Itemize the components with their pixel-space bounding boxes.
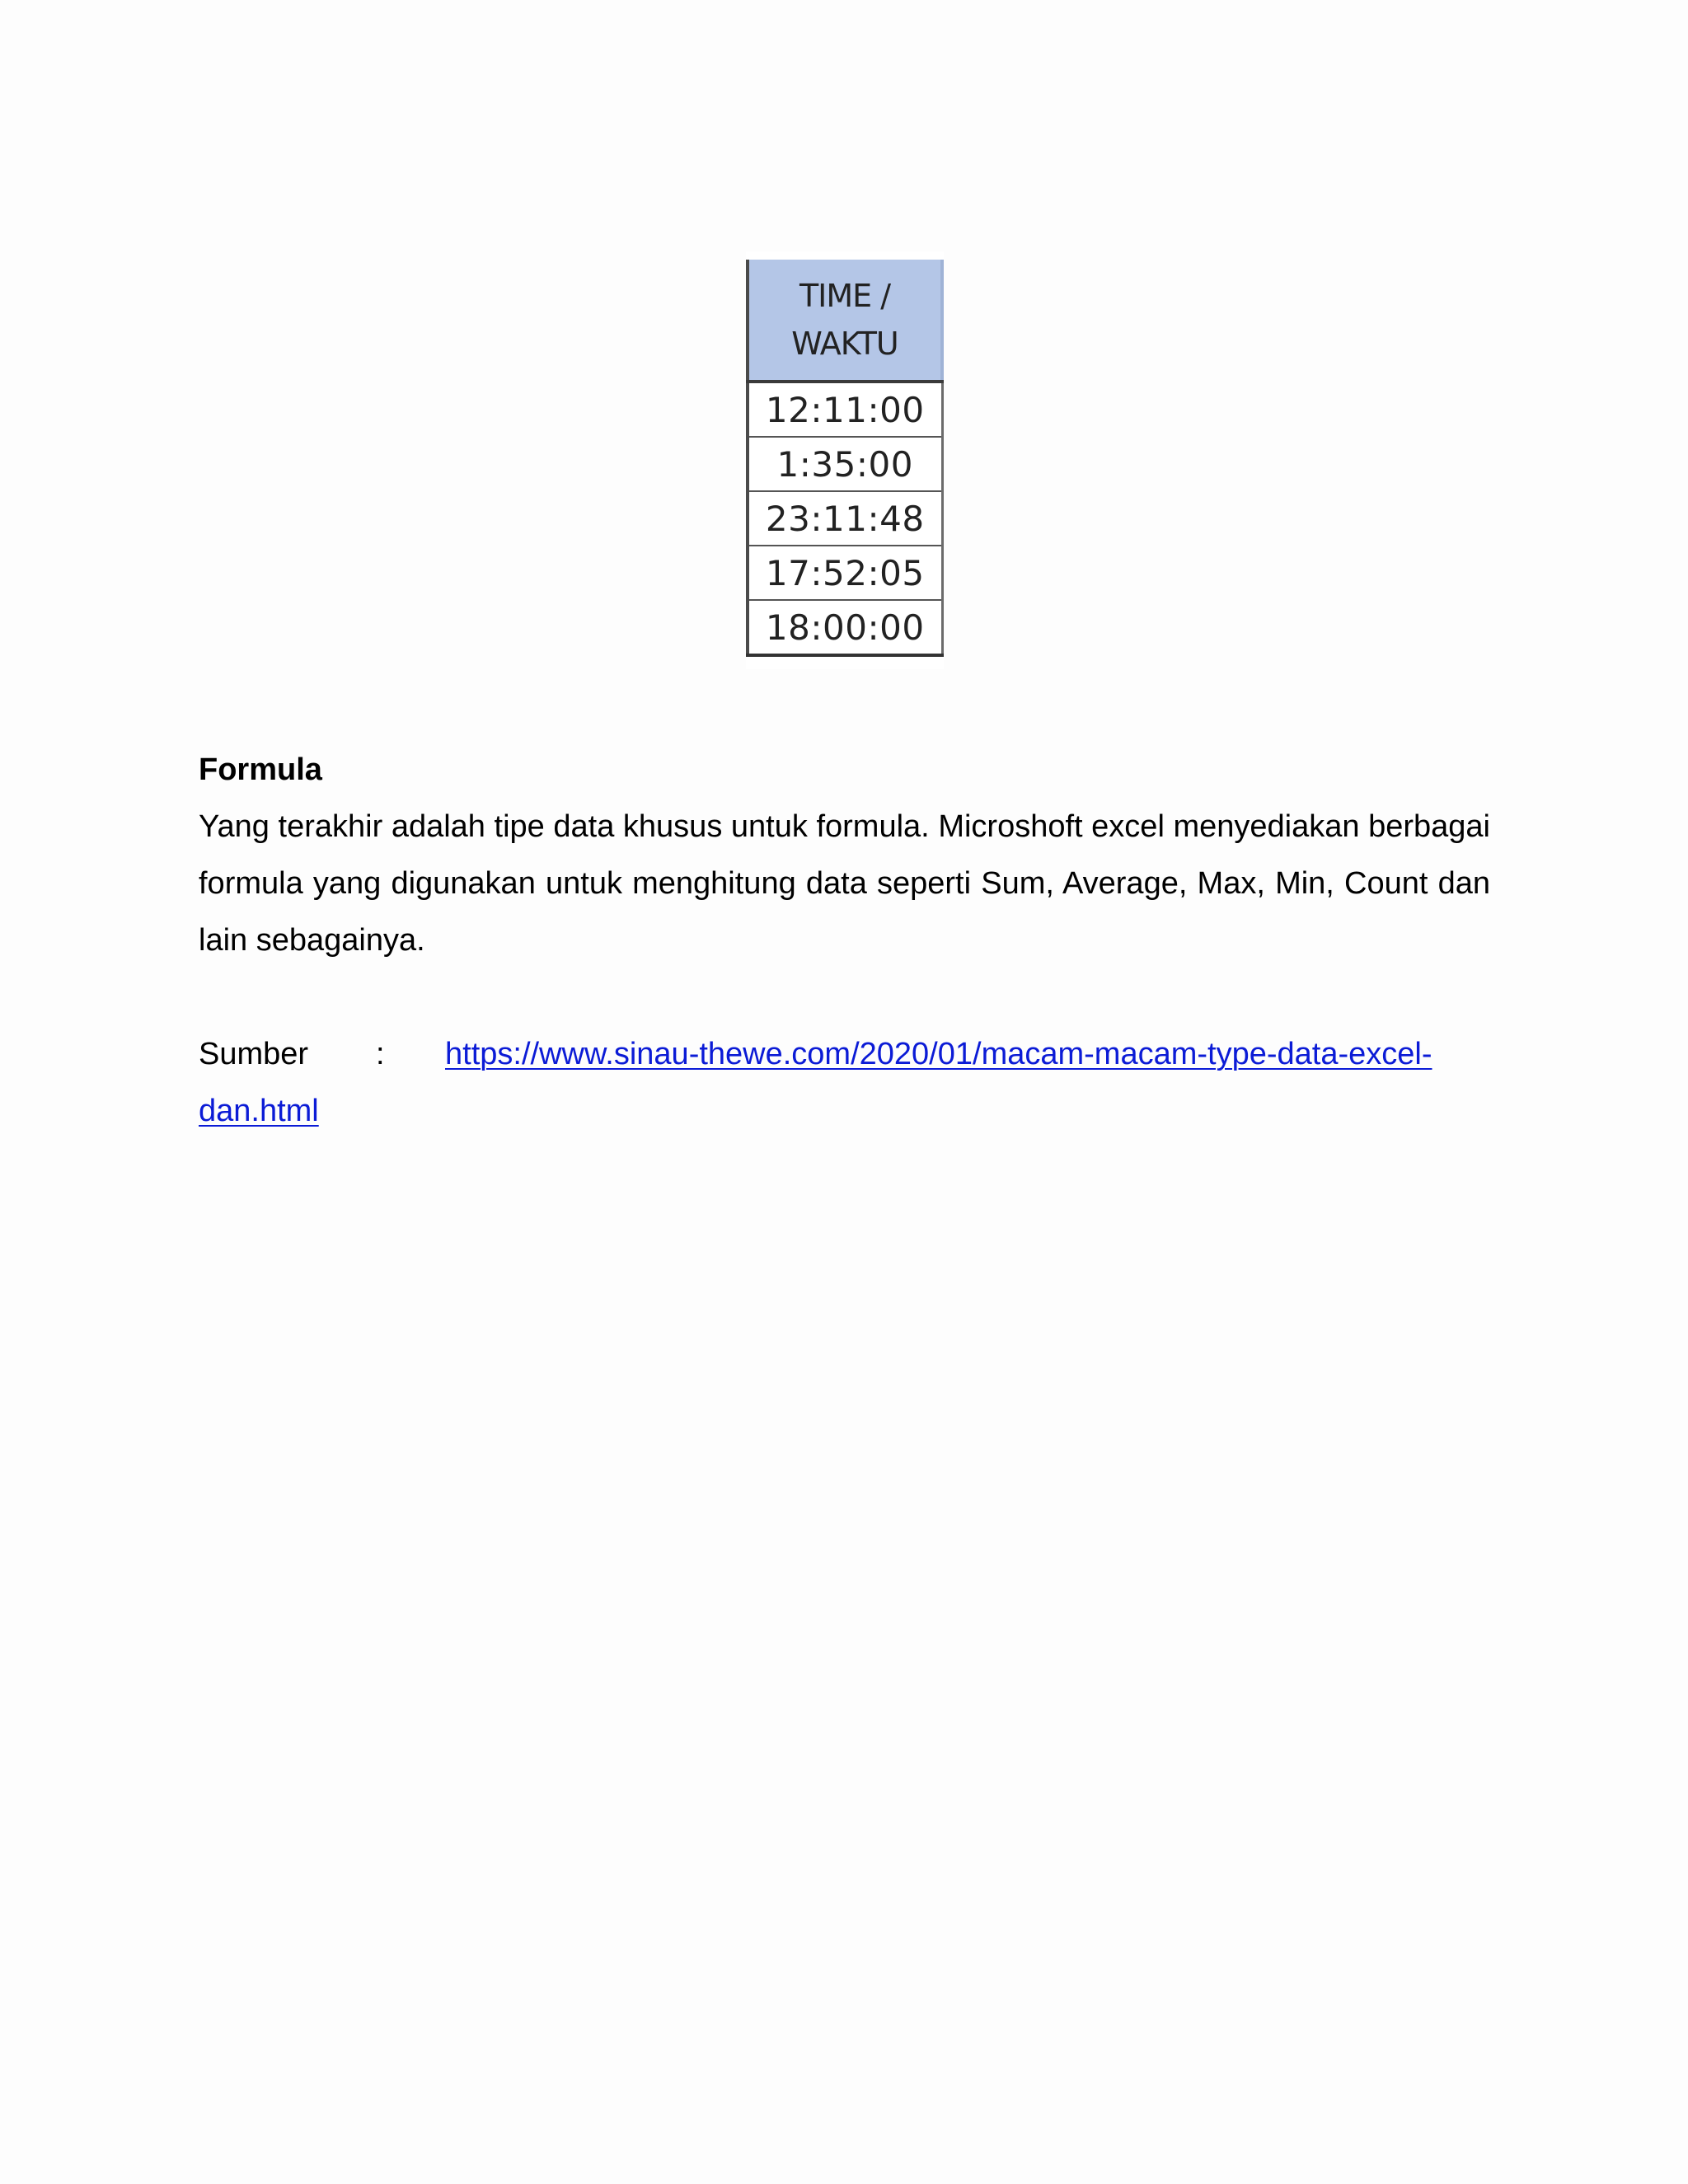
table-header-row [748,260,942,382]
source-link-part-2: dan.html [199,1094,319,1128]
table-row [748,546,942,600]
source-label: Sumber [199,1037,309,1071]
time-table [746,260,944,657]
table-row [748,382,942,437]
time-cell: 1:35:00 [748,437,942,491]
source-link-part-1: https://www.sinau-thewe.com/2020/01/macam-macam-type-data-excel- [445,1037,1432,1071]
document-body [199,742,1490,1140]
time-column-header [748,260,942,382]
table-row [748,491,942,546]
time-cell: 18:00:00 [748,600,942,655]
excel-time-table-image [746,251,944,669]
time-cell: 17:52:05 [748,546,942,600]
header-line-1: TIME / [799,278,891,314]
header-line-2: WAKTU [791,326,898,362]
time-cell: 23:11:48 [748,491,942,546]
section-paragraph: Yang terakhir adalah tipe data khusus untuk formula. Microshoft excel menyediakan berbagai formula yang digunakan untuk menghitung data seperti Sum, Average, Max, Min, Count dan lain sebagainya. [199,809,1490,958]
time-cell: 12:11:00 [748,382,942,437]
section-heading: Formula [199,752,322,787]
source-colon: : [376,1037,385,1071]
table-row [748,600,942,655]
table-row [748,437,942,491]
source-line [199,1026,1490,1140]
